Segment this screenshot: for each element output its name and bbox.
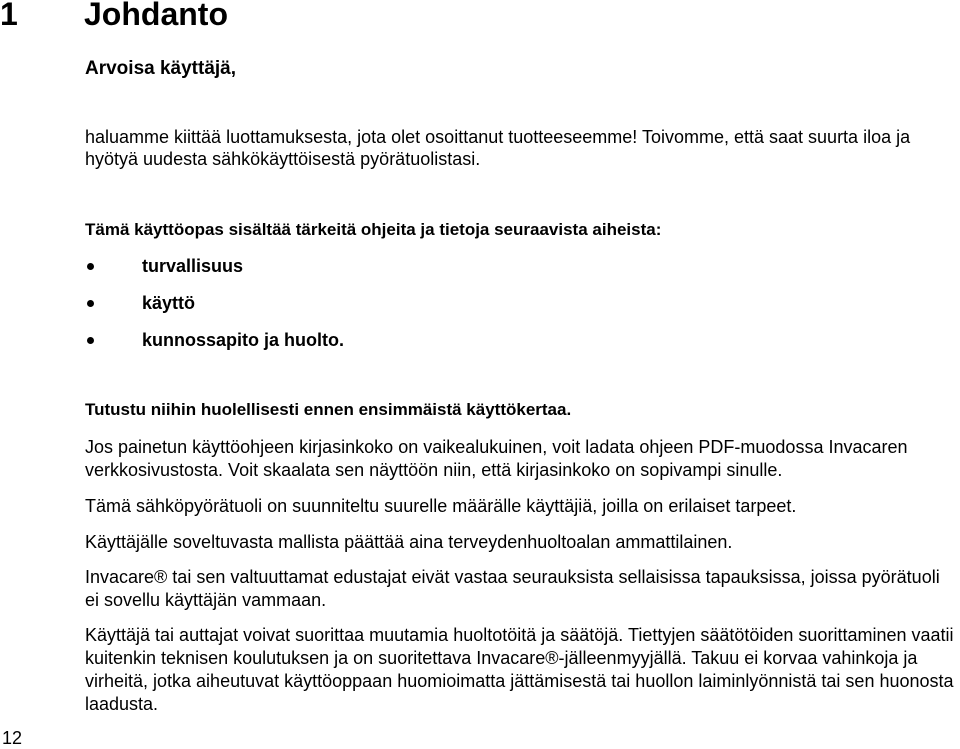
chapter-number: 1	[0, 0, 18, 32]
bullet-icon	[87, 300, 94, 307]
page-number: 12	[2, 728, 23, 748]
chapter-heading	[0, 0, 228, 36]
read-carefully-note: Tutustu niihin huolellisesti ennen ensimmäistä käyttökertaa.	[85, 400, 572, 419]
paragraph-liability: Invacare® tai sen valtuuttamat edustajat eivät vastaa seurauksista sellaisissa tapauksissa, joissa pyörätuoli ei sovellu käyttäjän vammaan.	[85, 567, 940, 610]
paragraph-suitability: Käyttäjälle soveltuvasta mallista päättää aina terveydenhuoltoalan ammattilainen.	[85, 532, 733, 552]
bullet-icon	[87, 337, 94, 344]
bullet-icon	[87, 263, 94, 270]
paragraph-thanks: haluamme kiittää luottamuksesta, jota olet osoittanut tuotteeseemme! Toivomme, että saat suurta iloa ja hyötyä uudesta sähkökäyttöisestä pyörätuolistasi.	[85, 127, 911, 169]
chapter-title: Johdanto	[84, 0, 228, 32]
paragraph-designed: Tämä sähköpyörätuoli on suunniteltu suurelle määrälle käyttäjiä, joilla on erilaiset tarpeet.	[85, 496, 797, 516]
paragraph-maintenance: Käyttäjä tai auttajat voivat suorittaa muutamia huoltotöitä ja säätöjä. Tiettyjen säätötöiden suorittaminen vaatii kuitenkin teknisen koulutuksen ja on suoritettava Invacare®-jälleenmyyjällä. Takuu ei korvaa vahinkoja ja virheitä, jotka aiheutuvat käyttöoppaan huomioimatta jättämisestä tai huollon laiminlyönnistä tai sen huonosta laadusta.	[85, 625, 954, 714]
greeting: Arvoisa käyttäjä,	[85, 58, 237, 79]
paragraph-font-size: Jos painetun käyttöohjeen kirjasinkoko on vaikealukuinen, voit ladata ohjeen PDF-muodossa Invacaren verkkosivustosta. Voit skaalata sen näyttöön niin, että kirjasinkoko on sopivampi sinulle.	[85, 437, 908, 480]
contents-intro: Tämä käyttöopas sisältää tärkeitä ohjeita ja tietoja seuraavista aiheista:	[85, 220, 662, 239]
